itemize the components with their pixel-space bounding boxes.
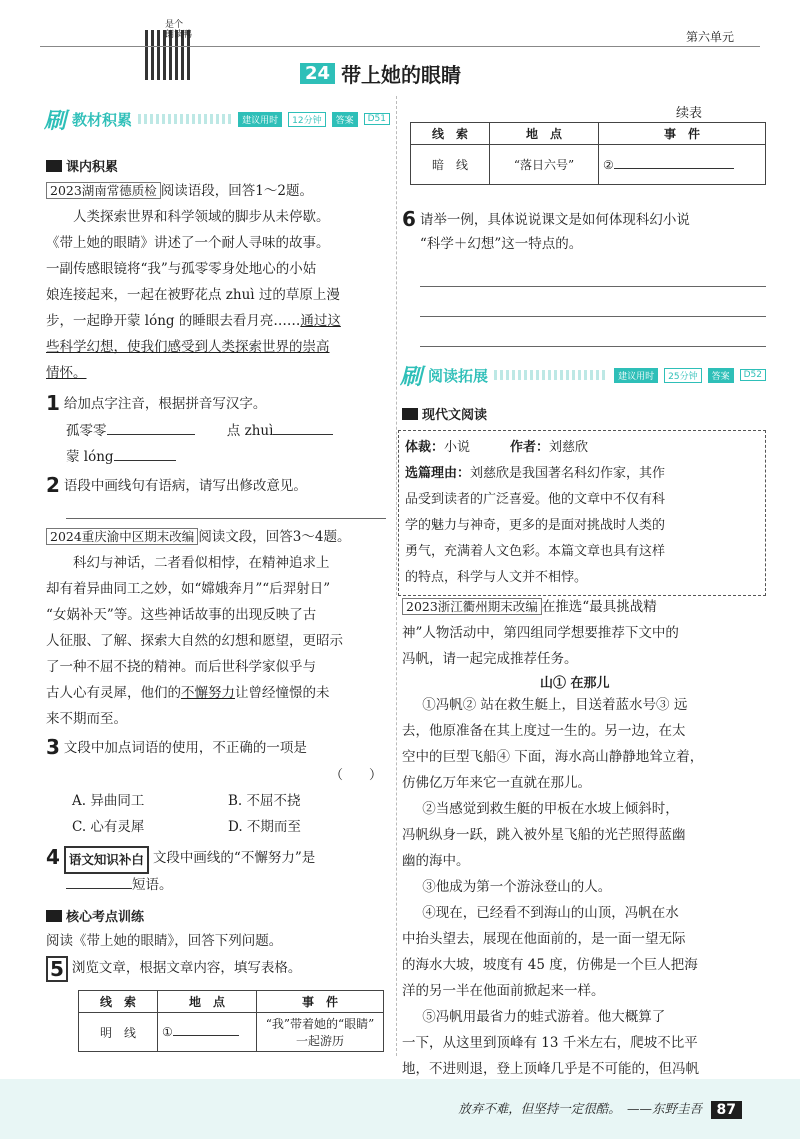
text-line: ③他成为第一个游泳登山的人。 xyxy=(422,879,612,895)
table-cell: “落日六号” xyxy=(490,145,599,185)
header-divider xyxy=(40,46,760,47)
answer-page: D52 xyxy=(740,369,766,381)
table-header: 事 件 xyxy=(599,123,766,145)
text-line: 却有着异曲同工之妙，如“嫦娥奔月”“后羿射日” xyxy=(46,581,331,597)
section-marker-icon xyxy=(46,910,62,922)
question-text: 文段中画线的“不懈努力”是 xyxy=(152,850,316,866)
note-text: 勇气，充满着人文色彩。本篇文章也具有这样 xyxy=(405,544,666,559)
section-name: 教材积累 xyxy=(72,110,133,129)
option-d[interactable]: D. 不期而至 xyxy=(228,819,301,835)
question-number: 6 xyxy=(402,207,416,231)
text-line: 幽的海中。 xyxy=(402,853,470,869)
note-text: 的特点，科学与人文并不相悖。 xyxy=(405,570,588,585)
answer-paren[interactable]: （ ） xyxy=(330,768,383,783)
text-line: 中抬头望去，展现在他面前的，是一面一望无际 xyxy=(402,931,686,947)
text-line: 来不期而至。 xyxy=(46,711,127,727)
table-continued xyxy=(410,122,766,185)
text-line: 神”人物活动中，第四组同学想要推荐下文中的 xyxy=(402,625,679,641)
table-header: 线 索 xyxy=(79,991,158,1013)
note-value: 刘慈欣 xyxy=(549,440,589,455)
text-line: 娘连接起来，一起在被野花点 zhuì 过的草原上漫 xyxy=(46,287,340,303)
passage-intro: 阅读文段，回答3～4题。 xyxy=(198,529,351,545)
text-line: 了一种不屈不挠的精神。而后世科学家似乎与 xyxy=(46,659,316,675)
answer-blank[interactable] xyxy=(114,460,176,461)
question-6 xyxy=(402,208,690,256)
lesson-title xyxy=(300,60,461,86)
passage-intro: 阅读语段，回答1～2题。 xyxy=(160,183,313,199)
q4-tail xyxy=(66,872,173,898)
table-cell: 明 线 xyxy=(79,1013,158,1052)
text-line: 《带上她的眼睛》讲述了一个耐人寻味的故事。 xyxy=(46,235,330,251)
text-line: ④现在，已经看不到海山的山顶，冯帆在水 xyxy=(422,905,679,921)
answer-blank[interactable] xyxy=(66,888,132,889)
q3-options xyxy=(72,788,372,840)
note-value: 小说 xyxy=(444,440,471,455)
text-line: 冯帆，请一起完成推荐任务。 xyxy=(402,651,578,667)
option-a[interactable]: A. 异曲同工 xyxy=(72,793,145,809)
text-line: 地，不进则退，登上顶峰几乎是不可能的，但冯帆 xyxy=(402,1061,699,1077)
question-4 xyxy=(46,846,315,874)
subsection-title: 核心考点训练 xyxy=(66,910,145,925)
answer-blank[interactable] xyxy=(173,1035,239,1036)
column-divider xyxy=(396,96,397,1056)
text-span: 步，一起睁开蒙 lóng 的睡眼去看月亮…… xyxy=(46,313,301,329)
table-cell[interactable] xyxy=(158,1013,257,1052)
text-line: 洋的另一半在他面前掀起来一样。 xyxy=(402,983,605,999)
source-tag: 2024重庆渝中区期末改编 xyxy=(46,528,198,545)
subsection-core xyxy=(46,906,144,925)
question-text: 浏览文章，根据文章内容，填写表格。 xyxy=(71,960,302,976)
blank-number: ② xyxy=(603,157,614,172)
text-line: 的海水大坡，坡度有 45 度，仿佛是一个巨人把海 xyxy=(402,957,698,973)
section-marker-icon xyxy=(46,160,62,172)
question-tail: 短语。 xyxy=(132,877,173,893)
note-text: 刘慈欣是我国著名科幻作家，其作 xyxy=(470,466,666,481)
note-label: 选篇理由： xyxy=(405,466,471,481)
option-c[interactable]: C. 心有灵犀 xyxy=(72,819,145,835)
question-text: 文段中加点词语的使用，不正确的一项是 xyxy=(63,740,307,756)
time-label: 建议用时 xyxy=(238,112,282,127)
answer-line[interactable] xyxy=(420,286,766,287)
text-line: ①冯帆② 站在救生艇上，目送着蓝水号③ 远 xyxy=(422,697,688,713)
text-line: 一副传感眼镜将“我”与孤零零身处地心的小姑 xyxy=(46,261,317,277)
item-c: 蒙 lóng xyxy=(66,449,114,465)
table-cell: 暗 线 xyxy=(411,145,490,185)
knowledge-tag: 语文知识补白 xyxy=(64,846,149,874)
text-span: 让曾经憧憬的未 xyxy=(235,685,330,701)
text-line: 空中的巨型飞船④ 下面，海水高山静静地耸立着， xyxy=(402,749,704,765)
question-number: 4 xyxy=(46,845,60,869)
underlined-text: 通过这 xyxy=(300,313,341,329)
answer-line[interactable] xyxy=(420,346,766,347)
lesson-title-text: 带上她的眼睛 xyxy=(341,62,462,87)
passage-1 xyxy=(46,178,392,386)
question-text: 请举一例，具体说说课文是如何体现科幻小说 xyxy=(419,212,690,228)
q1-items xyxy=(66,418,386,470)
dotted-rule xyxy=(494,370,608,380)
blank-number: ① xyxy=(162,1025,173,1039)
text-line: ⑤冯帆用最省力的蛙式游着。他大概算了 xyxy=(422,1009,666,1025)
text-line: 科幻与神话，二者看似相悖，在精神追求上 xyxy=(73,555,330,571)
question-5 xyxy=(46,956,301,982)
time-label: 建议用时 xyxy=(614,368,658,383)
note-label: 体裁： xyxy=(405,440,445,455)
text-line: 仿佛亿万年来它一直就在那儿。 xyxy=(402,775,591,791)
note-text: 学的魅力与神奇，更多的是面对挑战时人类的 xyxy=(405,518,666,533)
instruction: 阅读《带上她的眼睛》，回答下列问题。 xyxy=(46,933,283,949)
question-number: 1 xyxy=(46,391,60,415)
passage-2 xyxy=(46,524,392,732)
text-span: 古人心有灵犀，他们的 xyxy=(46,685,181,701)
cell-text: “我”带着她的“眼睛” xyxy=(265,1017,375,1031)
table-continued-label: 续表 xyxy=(676,106,703,121)
page-number: 87 xyxy=(711,1101,742,1119)
story-title: 山① 在那儿 xyxy=(540,676,610,691)
subsection-title: 现代文阅读 xyxy=(422,408,488,423)
answer-page: D51 xyxy=(364,113,390,125)
table-header: 事 件 xyxy=(257,991,384,1013)
source-tag: 2023浙江衢州期末改编 xyxy=(402,598,542,615)
answer-line[interactable] xyxy=(420,316,766,317)
footer-quote: 放弃不难，但坚持一定很酷。 ——东野圭吾 xyxy=(458,1101,702,1116)
text-line: 去，他原准备在其上度过一生的。另一边，在太 xyxy=(402,723,686,739)
dotted-rule xyxy=(138,114,232,124)
subsection-modern-reading xyxy=(402,404,487,423)
table-header: 地 点 xyxy=(158,991,257,1013)
section-marker-icon xyxy=(402,408,418,420)
option-b[interactable]: B. 不屈不挠 xyxy=(228,793,301,809)
story-text xyxy=(402,692,768,1082)
text-line: “女娲补天”等。这些神话故事的出现反映了古 xyxy=(46,607,317,623)
item-a: 孤零零 xyxy=(66,423,107,439)
question-text: “科学＋幻想”这一特点的。 xyxy=(419,236,583,252)
lesson-number: 24 xyxy=(300,63,335,84)
qr-caption: 是个 朗读鸭 xyxy=(165,20,193,40)
text-line: ②当感觉到救生艇的甲板在水坡上倾斜时， xyxy=(422,801,679,817)
answer-blank[interactable] xyxy=(107,434,195,435)
question-2 xyxy=(46,474,307,498)
text-line: 人类探索世界和科学领域的脚步从未停歇。 xyxy=(73,209,330,225)
question-text: 给加点字注音，根据拼音写汉字。 xyxy=(63,396,267,412)
text-line: 冯帆纵身一跃，跳入被外星飞船的光芒照得蓝幽 xyxy=(402,827,686,843)
text-line: 在推选“最具挑战精 xyxy=(541,599,657,615)
question-text: 语段中画线句有语病，请写出修改意见。 xyxy=(63,478,307,494)
text-line xyxy=(46,308,392,334)
table-header: 线 索 xyxy=(411,123,490,145)
passage-4-intro xyxy=(402,594,768,672)
text-line xyxy=(46,680,392,706)
answer-blank[interactable] xyxy=(614,168,734,169)
note-label: 作者： xyxy=(510,440,550,455)
answer-blank[interactable] xyxy=(273,434,333,435)
section-name: 阅读拓展 xyxy=(428,366,489,385)
table-cell[interactable] xyxy=(599,145,766,185)
question-number: 2 xyxy=(46,473,60,497)
time-value: 25分钟 xyxy=(664,368,701,383)
text-line: 人征服、了解、探索大自然的幻想和愿望，更昭示 xyxy=(46,633,343,649)
source-tag: 2023湖南常德质检 xyxy=(46,182,161,199)
section-bar-reading xyxy=(400,360,766,390)
answer-label: 答案 xyxy=(332,112,358,127)
underlined-text: 些科学幻想，使我们感受到人类探索世界的崇高 xyxy=(46,339,330,355)
question-number: 5 xyxy=(46,956,68,982)
unit-label: 第六单元 xyxy=(685,30,734,44)
answer-line[interactable] xyxy=(66,518,386,519)
section-bar-textbook xyxy=(44,104,390,134)
cell-text: 一起游历 xyxy=(295,1034,344,1048)
table-header: 地 点 xyxy=(490,123,599,145)
brush-logo-icon: 刷 xyxy=(400,364,423,390)
brush-logo-icon: 刷 xyxy=(44,108,67,134)
subsection-title: 课内积累 xyxy=(66,160,119,175)
underlined-text: 不懈努力 xyxy=(181,685,235,701)
note-text: 品受到读者的广泛喜爱。他的文章中不仅有科 xyxy=(405,492,666,507)
question-number: 3 xyxy=(46,735,60,759)
text-line: 一下，从这里到顶峰有 13 千米左右，爬坡不比平 xyxy=(402,1035,698,1051)
question-3 xyxy=(46,736,307,760)
reading-note-box xyxy=(398,430,766,596)
answer-label: 答案 xyxy=(708,368,734,383)
subsection-in-class xyxy=(46,156,118,175)
table-cell xyxy=(257,1013,384,1052)
time-value: 12分钟 xyxy=(288,112,325,127)
item-b: 点 zhuì xyxy=(226,423,274,439)
table-main xyxy=(78,990,384,1052)
question-1 xyxy=(46,392,266,416)
underlined-text: 情怀。 xyxy=(46,365,87,381)
